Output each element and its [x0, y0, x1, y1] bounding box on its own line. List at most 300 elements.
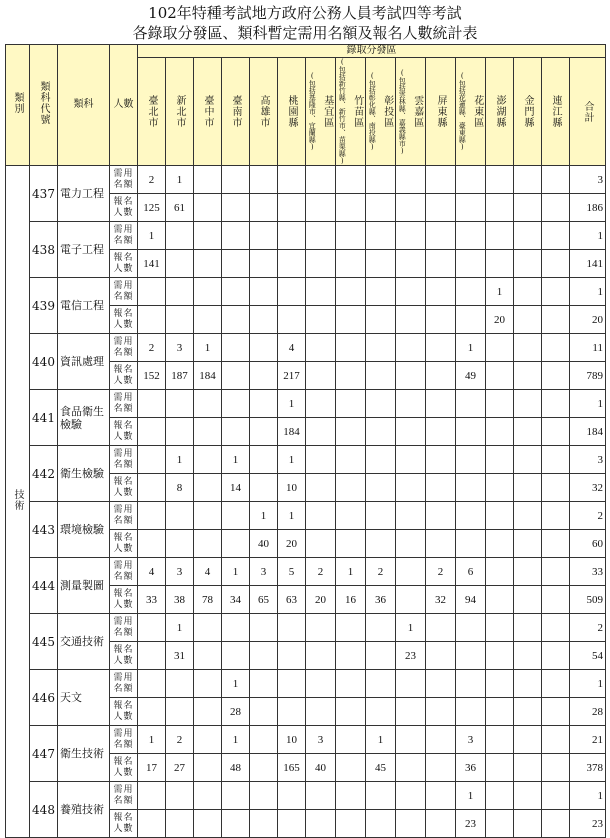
value-cell: [456, 194, 486, 222]
value-cell: [222, 530, 250, 558]
value-cell: [306, 166, 336, 194]
total-cell: 32: [570, 474, 606, 502]
value-cell: [486, 558, 514, 586]
value-cell: [138, 390, 166, 418]
value-cell: [542, 670, 570, 698]
value-cell: 1: [250, 502, 278, 530]
value-cell: [194, 754, 222, 782]
value-cell: [336, 334, 366, 362]
value-cell: [514, 306, 542, 334]
value-cell: [542, 222, 570, 250]
value-cell: [396, 334, 426, 362]
subject-code: 446: [30, 670, 58, 726]
value-cell: [486, 810, 514, 838]
value-cell: [456, 278, 486, 306]
row-label-need: 需用名額: [110, 278, 138, 306]
value-cell: 3: [166, 334, 194, 362]
value-cell: [486, 362, 514, 390]
value-cell: [278, 222, 306, 250]
value-cell: 20: [278, 530, 306, 558]
value-cell: 187: [166, 362, 194, 390]
header-region-6: [306, 58, 336, 166]
value-cell: [222, 250, 250, 278]
value-cell: [542, 642, 570, 670]
value-cell: [514, 474, 542, 502]
value-cell: [456, 642, 486, 670]
total-cell: 509: [570, 586, 606, 614]
value-cell: 3: [456, 726, 486, 754]
value-cell: [426, 362, 456, 390]
value-cell: 2: [138, 334, 166, 362]
value-cell: 1: [396, 614, 426, 642]
value-cell: [306, 642, 336, 670]
value-cell: [486, 194, 514, 222]
header-region-5: [278, 58, 306, 166]
header-region-label: 新北市: [174, 95, 185, 128]
value-cell: 78: [194, 586, 222, 614]
value-cell: [166, 670, 194, 698]
value-cell: [194, 782, 222, 810]
value-cell: [336, 306, 366, 334]
value-cell: [396, 194, 426, 222]
value-cell: [166, 306, 194, 334]
value-cell: [166, 782, 194, 810]
value-cell: [250, 782, 278, 810]
row-label-need: 需用名額: [110, 334, 138, 362]
value-cell: [542, 614, 570, 642]
value-cell: [486, 250, 514, 278]
header-region-note: (包括新竹縣、新竹市、苗栗縣): [338, 58, 347, 165]
value-cell: [138, 642, 166, 670]
subject-code: 447: [30, 726, 58, 782]
subject-code: 438: [30, 222, 58, 278]
value-cell: [486, 782, 514, 810]
category-cell: 技術: [6, 166, 30, 838]
row-label-apply: 報名人數: [110, 474, 138, 502]
value-cell: [194, 810, 222, 838]
value-cell: [250, 362, 278, 390]
subject-name: 電信工程: [58, 278, 110, 334]
value-cell: [426, 418, 456, 446]
value-cell: [336, 530, 366, 558]
value-cell: [456, 390, 486, 418]
value-cell: [306, 614, 336, 642]
value-cell: 1: [166, 166, 194, 194]
value-cell: [194, 278, 222, 306]
value-cell: 3: [166, 558, 194, 586]
subject-code: 444: [30, 558, 58, 614]
value-cell: [336, 222, 366, 250]
total-cell: 33: [570, 558, 606, 586]
row-label-apply: 報名人數: [110, 306, 138, 334]
value-cell: [194, 418, 222, 446]
header-region-3: [222, 58, 250, 166]
value-cell: [514, 642, 542, 670]
value-cell: [222, 810, 250, 838]
total-cell: 1: [570, 278, 606, 306]
value-cell: 45: [366, 754, 396, 782]
value-cell: 34: [222, 586, 250, 614]
value-cell: [250, 754, 278, 782]
value-cell: [426, 390, 456, 418]
subject-name: 食品衛生檢驗: [58, 390, 110, 446]
value-cell: [336, 362, 366, 390]
value-cell: 152: [138, 362, 166, 390]
value-cell: [336, 502, 366, 530]
header-region-2: [194, 58, 222, 166]
subject-name: 養殖技術: [58, 782, 110, 838]
value-cell: [250, 250, 278, 278]
value-cell: [306, 418, 336, 446]
value-cell: [366, 362, 396, 390]
value-cell: [396, 278, 426, 306]
value-cell: [514, 670, 542, 698]
value-cell: 1: [166, 446, 194, 474]
value-cell: 1: [222, 446, 250, 474]
value-cell: [306, 334, 336, 362]
value-cell: 16: [336, 586, 366, 614]
subject-name: 環境檢驗: [58, 502, 110, 558]
subject-code: 437: [30, 166, 58, 222]
value-cell: [396, 418, 426, 446]
total-cell: 60: [570, 530, 606, 558]
value-cell: [194, 502, 222, 530]
value-cell: [336, 474, 366, 502]
value-cell: 8: [166, 474, 194, 502]
value-cell: 61: [166, 194, 194, 222]
total-cell: 1: [570, 390, 606, 418]
value-cell: [542, 334, 570, 362]
value-cell: [250, 278, 278, 306]
value-cell: [138, 698, 166, 726]
header-region-note: (包括基隆市、宜蘭縣): [308, 72, 317, 151]
value-cell: [542, 530, 570, 558]
header-code: 類科代號: [30, 45, 58, 166]
header-region-label: 臺中市: [202, 95, 213, 128]
value-cell: 1: [222, 670, 250, 698]
value-cell: [306, 446, 336, 474]
value-cell: [426, 474, 456, 502]
statistics-table: [5, 44, 606, 838]
value-cell: 1: [336, 558, 366, 586]
value-cell: [278, 670, 306, 698]
value-cell: [138, 306, 166, 334]
value-cell: [194, 194, 222, 222]
value-cell: [250, 390, 278, 418]
row-label-apply: 報名人數: [110, 698, 138, 726]
value-cell: 31: [166, 642, 194, 670]
header-region-label: 合計: [582, 100, 593, 123]
value-cell: [306, 810, 336, 838]
value-cell: [486, 614, 514, 642]
value-cell: [250, 446, 278, 474]
row-label-need: 需用名額: [110, 782, 138, 810]
value-cell: 2: [306, 558, 336, 586]
value-cell: [306, 278, 336, 306]
value-cell: [486, 530, 514, 558]
header-region-label: 基宜區: [321, 95, 333, 128]
value-cell: [366, 810, 396, 838]
header-region-label: 臺南市: [230, 95, 241, 128]
value-cell: [306, 782, 336, 810]
value-cell: 2: [426, 558, 456, 586]
row-label-need: 需用名額: [110, 502, 138, 530]
total-cell: 20: [570, 306, 606, 334]
value-cell: [366, 418, 396, 446]
value-cell: 1: [456, 782, 486, 810]
value-cell: [542, 278, 570, 306]
value-cell: 1: [456, 334, 486, 362]
value-cell: [456, 474, 486, 502]
value-cell: [542, 754, 570, 782]
value-cell: [166, 418, 194, 446]
value-cell: [366, 306, 396, 334]
value-cell: [456, 250, 486, 278]
value-cell: [366, 250, 396, 278]
value-cell: [396, 474, 426, 502]
header-region-label: 澎湖縣: [494, 95, 505, 128]
header-count: 人數: [110, 45, 138, 166]
value-cell: [250, 418, 278, 446]
value-cell: [336, 418, 366, 446]
value-cell: [396, 586, 426, 614]
value-cell: 23: [456, 810, 486, 838]
table-row: [6, 726, 606, 754]
value-cell: [336, 670, 366, 698]
row-label-need: 需用名額: [110, 726, 138, 754]
value-cell: 3: [250, 558, 278, 586]
value-cell: [366, 782, 396, 810]
value-cell: [426, 334, 456, 362]
value-cell: [426, 698, 456, 726]
value-cell: [542, 446, 570, 474]
header-region-13: [514, 58, 542, 166]
row-label-need: 需用名額: [110, 390, 138, 418]
header-region-label: 桃園縣: [286, 95, 297, 128]
value-cell: 28: [222, 698, 250, 726]
value-cell: [138, 502, 166, 530]
value-cell: [336, 166, 366, 194]
value-cell: [222, 166, 250, 194]
header-region-note: (包括花蓮縣、臺東縣): [458, 72, 467, 151]
value-cell: [138, 474, 166, 502]
value-cell: [426, 782, 456, 810]
value-cell: [194, 642, 222, 670]
value-cell: [514, 194, 542, 222]
value-cell: [542, 306, 570, 334]
row-label-need: 需用名額: [110, 670, 138, 698]
value-cell: [306, 250, 336, 278]
value-cell: [222, 614, 250, 642]
value-cell: [396, 810, 426, 838]
value-cell: [278, 166, 306, 194]
value-cell: 1: [366, 726, 396, 754]
value-cell: 184: [194, 362, 222, 390]
value-cell: 1: [278, 446, 306, 474]
value-cell: [486, 222, 514, 250]
header-region-label: 竹苗區: [351, 95, 363, 128]
value-cell: [250, 698, 278, 726]
value-cell: [486, 166, 514, 194]
value-cell: [222, 390, 250, 418]
value-cell: [250, 306, 278, 334]
subject-name: 衛生檢驗: [58, 446, 110, 502]
value-cell: 38: [166, 586, 194, 614]
total-cell: 184: [570, 418, 606, 446]
value-cell: [426, 166, 456, 194]
value-cell: [222, 418, 250, 446]
value-cell: [486, 698, 514, 726]
header-region-label: 臺北市: [146, 95, 157, 128]
value-cell: [366, 194, 396, 222]
subject-name: 電子工程: [58, 222, 110, 278]
row-label-apply: 報名人數: [110, 530, 138, 558]
value-cell: [426, 530, 456, 558]
value-cell: [456, 418, 486, 446]
value-cell: 27: [166, 754, 194, 782]
total-cell: 54: [570, 642, 606, 670]
value-cell: [396, 222, 426, 250]
row-label-apply: 報名人數: [110, 418, 138, 446]
value-cell: [194, 670, 222, 698]
subject-name: 天文: [58, 670, 110, 726]
value-cell: [194, 222, 222, 250]
value-cell: 1: [138, 222, 166, 250]
document-title: 102年特種考試地方政府公務人員考試四等考試: [148, 4, 462, 22]
value-cell: 2: [166, 726, 194, 754]
value-cell: [396, 446, 426, 474]
value-cell: 1: [138, 726, 166, 754]
table-row: [6, 670, 606, 698]
table-row: [6, 166, 606, 194]
row-label-apply: 報名人數: [110, 810, 138, 838]
value-cell: 1: [222, 558, 250, 586]
value-cell: [250, 222, 278, 250]
value-cell: [486, 446, 514, 474]
table-row: [6, 222, 606, 250]
value-cell: [514, 418, 542, 446]
value-cell: [250, 726, 278, 754]
value-cell: [194, 166, 222, 194]
value-cell: [306, 306, 336, 334]
total-cell: 2: [570, 502, 606, 530]
total-cell: 21: [570, 726, 606, 754]
value-cell: [426, 810, 456, 838]
row-label-need: 需用名額: [110, 558, 138, 586]
value-cell: [138, 446, 166, 474]
value-cell: [542, 418, 570, 446]
subject-code: 448: [30, 782, 58, 838]
value-cell: [194, 390, 222, 418]
value-cell: [222, 222, 250, 250]
table-row: [6, 446, 606, 474]
value-cell: [250, 614, 278, 642]
value-cell: [138, 670, 166, 698]
value-cell: [278, 194, 306, 222]
value-cell: [426, 614, 456, 642]
value-cell: [306, 502, 336, 530]
value-cell: [138, 614, 166, 642]
value-cell: 32: [426, 586, 456, 614]
header-region-label: 雲嘉區: [411, 95, 423, 128]
header-region-4: [250, 58, 278, 166]
value-cell: [166, 250, 194, 278]
subject-name: 資訊處理: [58, 334, 110, 390]
value-cell: 20: [306, 586, 336, 614]
value-cell: [426, 754, 456, 782]
value-cell: [514, 446, 542, 474]
value-cell: [396, 670, 426, 698]
value-cell: [250, 166, 278, 194]
value-cell: [194, 698, 222, 726]
value-cell: 1: [194, 334, 222, 362]
table-row: [6, 782, 606, 810]
value-cell: [278, 782, 306, 810]
value-cell: [336, 278, 366, 306]
total-cell: 1: [570, 222, 606, 250]
value-cell: [366, 222, 396, 250]
value-cell: 3: [306, 726, 336, 754]
value-cell: 94: [456, 586, 486, 614]
value-cell: 2: [138, 166, 166, 194]
value-cell: [138, 530, 166, 558]
value-cell: [542, 726, 570, 754]
value-cell: [486, 502, 514, 530]
table-row: [6, 558, 606, 586]
header-region-note: (包括彰化縣、南投縣): [368, 72, 377, 151]
value-cell: [336, 698, 366, 726]
value-cell: [542, 558, 570, 586]
value-cell: [514, 278, 542, 306]
value-cell: [166, 390, 194, 418]
value-cell: [366, 390, 396, 418]
value-cell: [278, 614, 306, 642]
header-region-label: 屏東縣: [435, 95, 446, 128]
header-region-11: [456, 58, 486, 166]
value-cell: [250, 474, 278, 502]
subject-name: 電力工程: [58, 166, 110, 222]
total-cell: 23: [570, 810, 606, 838]
value-cell: [542, 810, 570, 838]
value-cell: [194, 306, 222, 334]
value-cell: [222, 502, 250, 530]
table-row: [6, 278, 606, 306]
header-region-12: [486, 58, 514, 166]
table-row: [6, 614, 606, 642]
value-cell: [542, 698, 570, 726]
value-cell: [250, 810, 278, 838]
value-cell: [396, 782, 426, 810]
value-cell: [306, 670, 336, 698]
value-cell: 10: [278, 474, 306, 502]
value-cell: [278, 278, 306, 306]
header-region-1: [166, 58, 194, 166]
value-cell: 33: [138, 586, 166, 614]
value-cell: [222, 362, 250, 390]
value-cell: [426, 250, 456, 278]
value-cell: [222, 194, 250, 222]
value-cell: [306, 474, 336, 502]
header-category: 類別: [6, 45, 30, 166]
value-cell: 1: [278, 390, 306, 418]
value-cell: [396, 726, 426, 754]
value-cell: [194, 474, 222, 502]
value-cell: [138, 278, 166, 306]
value-cell: [426, 670, 456, 698]
value-cell: [336, 754, 366, 782]
value-cell: [514, 362, 542, 390]
value-cell: 14: [222, 474, 250, 502]
